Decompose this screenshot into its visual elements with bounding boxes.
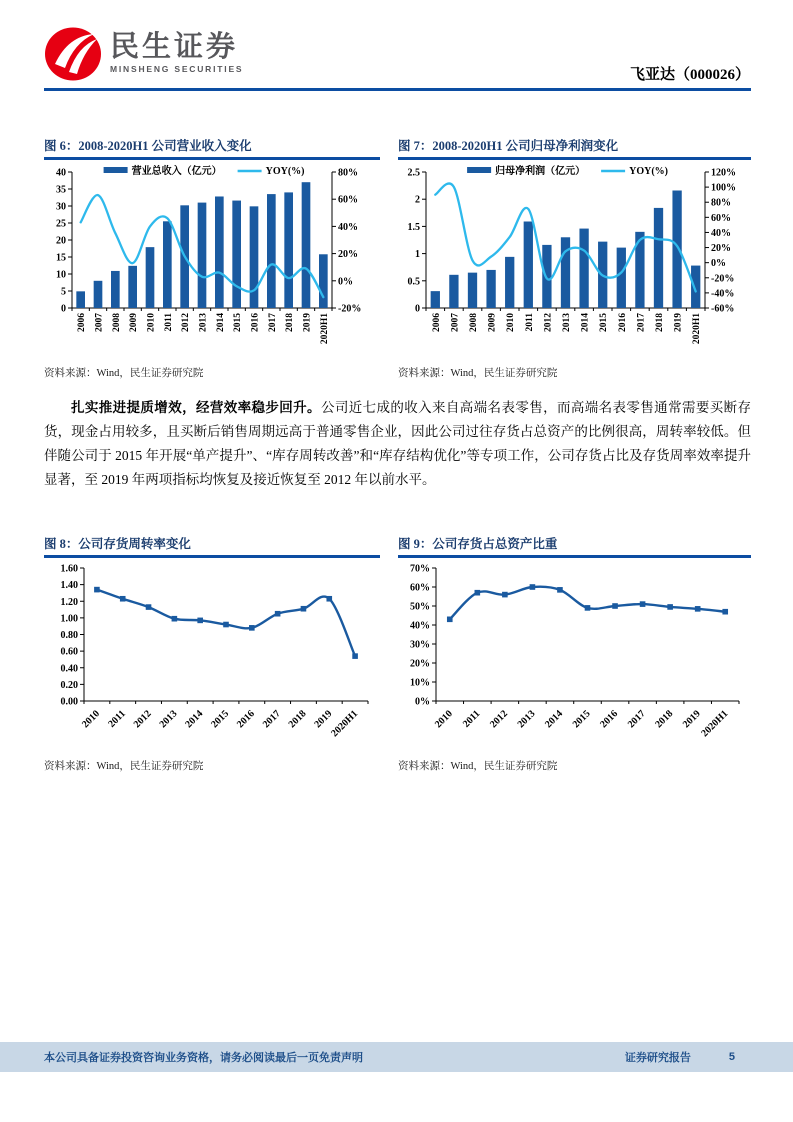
svg-text:2020H1: 2020H1 bbox=[329, 707, 361, 739]
svg-text:-60%: -60% bbox=[711, 303, 735, 314]
brand-name-cn: 民生证券 bbox=[110, 31, 239, 63]
footer-right-group bbox=[625, 1049, 735, 1065]
svg-text:0%: 0% bbox=[338, 275, 353, 287]
svg-text:2007: 2007 bbox=[450, 312, 461, 332]
svg-text:40: 40 bbox=[56, 167, 66, 178]
svg-text:2013: 2013 bbox=[562, 312, 572, 332]
svg-text:2.5: 2.5 bbox=[407, 167, 420, 178]
svg-text:2016: 2016 bbox=[617, 312, 628, 332]
svg-text:2010: 2010 bbox=[80, 707, 103, 730]
svg-text:2: 2 bbox=[415, 194, 420, 206]
svg-text:5: 5 bbox=[61, 286, 66, 297]
figure-8-title: 图 8：公司存货周转率变化 bbox=[44, 537, 191, 551]
svg-text:20%: 20% bbox=[410, 658, 430, 669]
svg-text:1.20: 1.20 bbox=[60, 596, 78, 608]
figure-7-title: 图 7：2008-2020H1 公司归母净利润变化 bbox=[398, 139, 619, 153]
figure-9-title: 图 9：公司存货占总资产比重 bbox=[398, 537, 558, 551]
svg-text:2006: 2006 bbox=[77, 312, 88, 332]
svg-text:60%: 60% bbox=[338, 194, 358, 206]
svg-text:20: 20 bbox=[56, 235, 66, 246]
svg-text:20%: 20% bbox=[338, 248, 358, 260]
svg-text:30: 30 bbox=[56, 201, 66, 212]
svg-text:35: 35 bbox=[56, 184, 66, 195]
svg-text:2006: 2006 bbox=[431, 312, 442, 332]
svg-text:2013: 2013 bbox=[198, 312, 209, 332]
svg-text:2008: 2008 bbox=[469, 312, 479, 332]
svg-text:2010: 2010 bbox=[506, 312, 517, 332]
footer-disclaimer: 本公司具备证券投资咨询业务资格，请务必阅读最后一页免责声明 bbox=[44, 1052, 363, 1064]
header-rule bbox=[44, 88, 751, 91]
svg-text:25: 25 bbox=[56, 218, 66, 229]
svg-text:2017: 2017 bbox=[267, 312, 278, 332]
figure-7-chart bbox=[398, 160, 751, 360]
svg-text:2015: 2015 bbox=[209, 707, 232, 730]
svg-text:2014: 2014 bbox=[543, 707, 566, 730]
svg-text:0.40: 0.40 bbox=[60, 662, 78, 674]
svg-text:2011: 2011 bbox=[460, 707, 483, 730]
svg-text:20%: 20% bbox=[711, 242, 731, 254]
paragraph-lead-bold: 扎实推进提质增效，经营效率稳步回升。 bbox=[71, 400, 321, 415]
svg-text:0.20: 0.20 bbox=[60, 679, 78, 691]
figure-7-source: 资料来源：Wind，民生证券研究院 bbox=[398, 367, 558, 379]
svg-text:2012: 2012 bbox=[543, 312, 554, 332]
svg-text:2016: 2016 bbox=[598, 707, 621, 730]
svg-text:1.60: 1.60 bbox=[60, 563, 78, 574]
svg-text:80%: 80% bbox=[711, 197, 731, 209]
svg-text:0.5: 0.5 bbox=[407, 275, 420, 287]
svg-text:2014: 2014 bbox=[183, 707, 206, 730]
svg-text:2018: 2018 bbox=[653, 707, 676, 730]
figure-9 bbox=[398, 536, 751, 773]
svg-text:2010: 2010 bbox=[432, 707, 455, 730]
svg-text:0%: 0% bbox=[415, 696, 430, 707]
svg-text:2018: 2018 bbox=[285, 312, 296, 332]
svg-text:2013: 2013 bbox=[515, 707, 538, 730]
svg-text:2012: 2012 bbox=[488, 707, 510, 730]
svg-text:2008: 2008 bbox=[111, 312, 122, 332]
svg-text:2018: 2018 bbox=[286, 707, 309, 730]
paragraph-body-text: 公司近七成的收入来自高端名表零售，而高端名表零售通常需要买断存货，现金占用较多，且买断后销售周期远高于普通零售企业，因此公司过往存货占总资产的比例很高，周转率较低。但伴随公司于 2015 年开展“单产提升”、“库存周转改善”和“库存结构优化”等专项工作，公司存货占比及存货周率效率提升显著，至 2019 年两项指标均恢复及接近恢复至 2012 年以前水平。 bbox=[44, 400, 751, 487]
svg-text:2018: 2018 bbox=[655, 312, 665, 332]
svg-text:2019: 2019 bbox=[302, 312, 313, 332]
svg-text:2009: 2009 bbox=[129, 312, 140, 332]
figure-6-source: 资料来源：Wind，民生证券研究院 bbox=[44, 367, 204, 379]
svg-text:0: 0 bbox=[415, 303, 420, 314]
svg-text:营业总收入（亿元）: 营业总收入（亿元） bbox=[131, 165, 222, 177]
svg-text:2014: 2014 bbox=[580, 312, 591, 332]
svg-text:10%: 10% bbox=[410, 677, 430, 688]
svg-text:2007: 2007 bbox=[94, 312, 105, 332]
figure-6 bbox=[44, 138, 380, 380]
svg-text:40%: 40% bbox=[410, 620, 430, 631]
page-footer bbox=[0, 1042, 793, 1072]
figure-7 bbox=[398, 138, 751, 380]
svg-text:0.60: 0.60 bbox=[60, 646, 78, 658]
svg-text:50%: 50% bbox=[410, 601, 430, 612]
svg-text:15: 15 bbox=[56, 252, 66, 263]
svg-text:2014: 2014 bbox=[215, 312, 226, 332]
svg-text:归母净利润（亿元）: 归母净利润（亿元） bbox=[495, 165, 586, 177]
svg-text:0%: 0% bbox=[711, 257, 726, 269]
svg-text:2017: 2017 bbox=[260, 707, 283, 730]
svg-text:YOY(%): YOY(%) bbox=[629, 165, 668, 177]
svg-text:40%: 40% bbox=[338, 221, 358, 233]
svg-text:40%: 40% bbox=[711, 227, 731, 239]
footer-report-type: 证券研究报告 bbox=[624, 1052, 691, 1064]
figure-9-chart bbox=[398, 558, 751, 753]
svg-text:2015: 2015 bbox=[570, 707, 593, 730]
svg-text:1.00: 1.00 bbox=[60, 612, 78, 624]
svg-text:2012: 2012 bbox=[131, 707, 154, 730]
svg-text:-20%: -20% bbox=[338, 303, 362, 314]
minsheng-logo-icon bbox=[44, 26, 104, 82]
svg-text:1.5: 1.5 bbox=[407, 221, 420, 233]
svg-text:2019: 2019 bbox=[680, 707, 703, 730]
svg-text:2020H1: 2020H1 bbox=[699, 707, 731, 739]
brand-name-en: MINSHENG SECURITIES bbox=[110, 64, 244, 74]
svg-text:0: 0 bbox=[61, 303, 66, 314]
svg-text:100%: 100% bbox=[711, 182, 736, 194]
svg-text:10: 10 bbox=[56, 269, 66, 280]
svg-text:2011: 2011 bbox=[163, 312, 174, 331]
figure-6-chart bbox=[44, 160, 378, 360]
svg-text:2009: 2009 bbox=[487, 312, 498, 332]
svg-text:70%: 70% bbox=[410, 563, 430, 574]
svg-text:2012: 2012 bbox=[181, 312, 192, 332]
svg-text:2016: 2016 bbox=[250, 312, 261, 332]
svg-text:2015: 2015 bbox=[599, 312, 610, 332]
svg-text:2011: 2011 bbox=[106, 707, 128, 730]
svg-text:2017: 2017 bbox=[625, 707, 648, 730]
svg-text:2017: 2017 bbox=[636, 312, 647, 332]
figure-9-source: 资料来源：Wind，民生证券研究院 bbox=[398, 760, 558, 772]
svg-text:60%: 60% bbox=[711, 212, 731, 224]
svg-text:-20%: -20% bbox=[711, 272, 735, 284]
svg-text:2013: 2013 bbox=[157, 707, 180, 730]
document-title: 飞亚达（000026） bbox=[629, 67, 750, 83]
svg-text:-40%: -40% bbox=[711, 287, 735, 299]
svg-text:1: 1 bbox=[415, 248, 420, 260]
figure-8 bbox=[44, 536, 380, 773]
svg-text:60%: 60% bbox=[410, 582, 430, 593]
svg-text:YOY(%): YOY(%) bbox=[265, 165, 305, 177]
body-paragraph bbox=[44, 396, 751, 492]
svg-text:0.00: 0.00 bbox=[60, 696, 78, 707]
svg-text:80%: 80% bbox=[338, 167, 358, 178]
svg-text:0.80: 0.80 bbox=[60, 629, 78, 641]
brand-block bbox=[110, 32, 243, 74]
svg-text:2016: 2016 bbox=[235, 707, 257, 730]
figure-6-title: 图 6：2008-2020H1 公司营业收入变化 bbox=[44, 139, 252, 153]
svg-text:1.40: 1.40 bbox=[60, 579, 78, 591]
svg-text:2020H1: 2020H1 bbox=[692, 312, 703, 344]
figure-8-source: 资料来源：Wind，民生证券研究院 bbox=[44, 760, 204, 772]
svg-text:120%: 120% bbox=[711, 167, 736, 178]
figure-8-chart bbox=[44, 558, 380, 753]
svg-text:2020H1: 2020H1 bbox=[319, 312, 330, 344]
svg-text:30%: 30% bbox=[410, 639, 430, 650]
footer-page-number: 5 bbox=[728, 1051, 735, 1063]
svg-text:2019: 2019 bbox=[312, 707, 335, 730]
svg-text:2019: 2019 bbox=[673, 312, 684, 332]
svg-text:2010: 2010 bbox=[146, 312, 157, 332]
svg-text:2015: 2015 bbox=[233, 312, 244, 332]
svg-text:2011: 2011 bbox=[524, 312, 535, 331]
